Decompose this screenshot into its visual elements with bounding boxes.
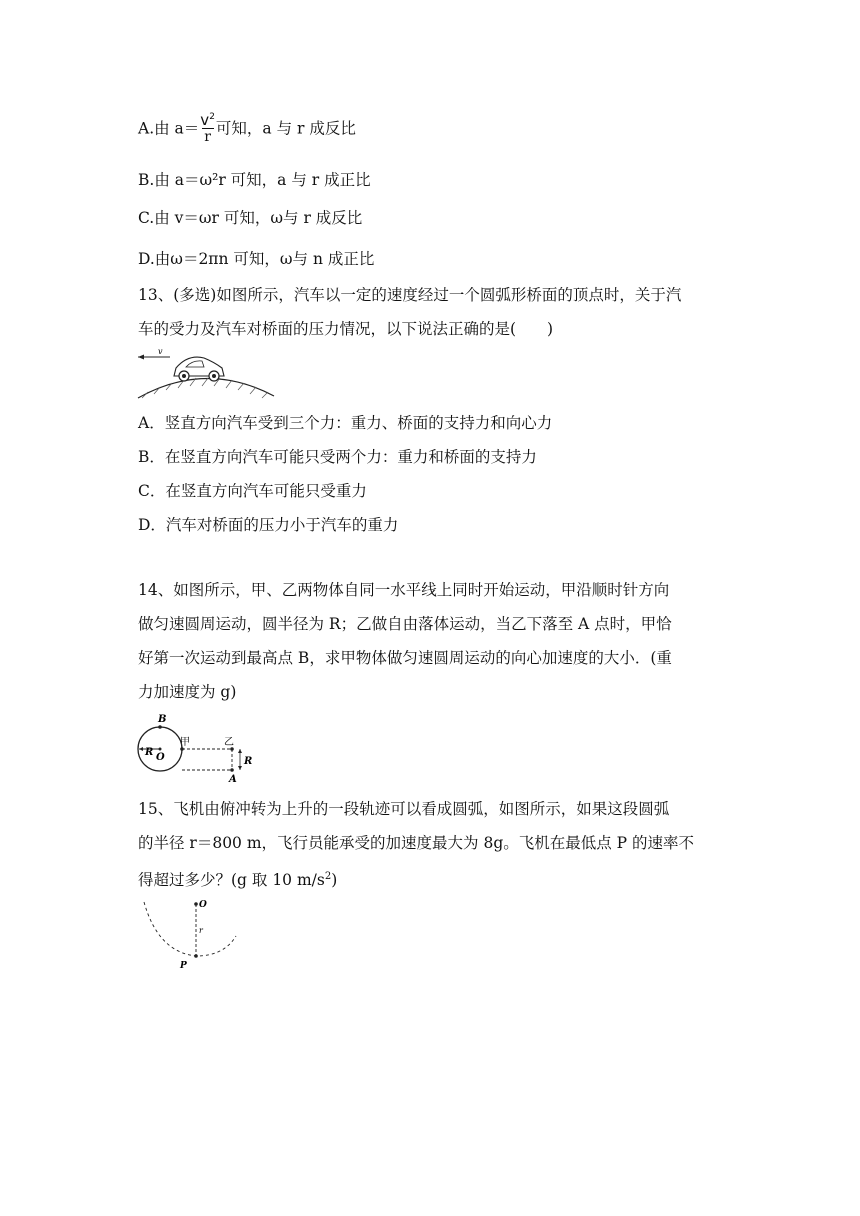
q14-stem-line-4: 力加速度为 g): [138, 683, 237, 701]
q14-stem-line-1: 14、如图所示，甲、乙两物体自同一水平线上同时开始运动，甲沿顺时针方向: [138, 581, 670, 599]
q14-stem-line-2: 做匀速圆周运动，圆半径为 R；乙做自由落体运动，当乙下落至 A 点时，甲恰: [138, 615, 672, 633]
point-b-label: B: [158, 714, 167, 725]
q13-stem-line-2: 车的受力及汽车对桥面的压力情况，以下说法正确的是( ): [138, 320, 554, 338]
radius-left-label: R: [145, 747, 154, 758]
fraction-denominator: r: [204, 129, 211, 145]
center-o-label: O: [156, 752, 165, 763]
q12-option-a-prefix: A.由 a＝: [138, 119, 200, 138]
q14-stem-line-3: 好第一次运动到最高点 B，求甲物体做匀速圆周运动的向心加速度的大小．(重: [138, 649, 672, 667]
object-yi-label: 乙: [224, 737, 234, 748]
q12-option-d: D.由ω＝2πn 可知，ω与 n 成正比: [138, 250, 375, 268]
q13-stem-line-1: 13、(多选)如图所示，汽车以一定的速度经过一个圆弧形桥面的顶点时，关于汽: [138, 286, 682, 304]
radius-right-label: R: [244, 756, 253, 767]
car-on-bridge-figure: [136, 348, 278, 400]
q15-stem-line-1: 15、飞机由俯冲转为上升的一段轨迹可以看成圆弧，如图所示，如果这段圆弧: [138, 800, 670, 818]
q15-stem-line-3-prefix: 得超过多少？(g 取 10 m/s: [138, 871, 325, 890]
q12-option-c: C.由 v＝ωr 可知，ω与 r 成反比: [138, 209, 363, 227]
point-a-label: A: [229, 774, 237, 784]
radius-r-label: r: [199, 926, 203, 935]
q13-option-b: B．在竖直方向汽车可能只受两个力：重力和桥面的支持力: [138, 448, 537, 466]
fraction-numerator-exponent: 2: [209, 112, 215, 122]
circular-motion-figure: [136, 712, 254, 784]
q15-stem-line-3-suffix: ): [331, 871, 338, 890]
q12-option-b: B.由 a＝ω²r 可知，a 与 r 成正比: [138, 171, 371, 189]
point-p-label: P: [180, 961, 187, 971]
q13-option-d: D．汽车对桥面的压力小于汽车的重力: [138, 516, 399, 534]
q15-stem-line-3-exponent: 2: [324, 871, 332, 882]
q15-stem-line-3: [138, 866, 337, 891]
q12-option-a-suffix: 可知，a 与 r 成反比: [215, 119, 356, 138]
formula-fraction: [200, 110, 215, 145]
velocity-label: v: [158, 348, 163, 356]
aircraft-arc-figure: [136, 894, 246, 980]
center-o-label: O: [199, 900, 207, 910]
fraction-numerator: v: [200, 111, 210, 129]
car-icon: [174, 357, 224, 381]
q13-option-c: C．在竖直方向汽车可能只受重力: [138, 482, 367, 500]
q13-option-a: A．竖直方向汽车受到三个力：重力、桥面的支持力和向心力: [138, 414, 553, 432]
object-jia-label: 甲: [180, 737, 190, 748]
q15-stem-line-2: 的半径 r＝800 m，飞行员能承受的加速度最大为 8g。飞机在最低点 P 的速率不: [138, 834, 695, 852]
q12-option-a: [138, 112, 356, 147]
